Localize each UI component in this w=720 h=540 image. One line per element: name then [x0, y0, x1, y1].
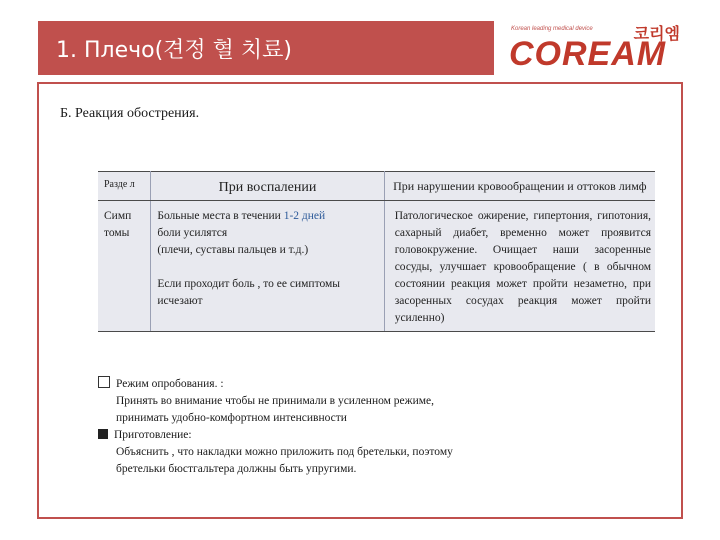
logo-wordmark: COREAM — [509, 35, 667, 73]
note-1-line-1: Принять во внимание чтобы не принимали в усиленном режиме, — [116, 395, 434, 407]
table-header-row — [98, 172, 655, 201]
inflammation-paragraph-2: Если проходит боль , то ее симптомы исчезают — [157, 278, 340, 307]
slide-title: 1. Плечо(견정 혈 치료) — [56, 38, 292, 63]
inflammation-line-1 — [157, 208, 379, 225]
notes-block — [98, 376, 453, 478]
header-inflammation: При воспалении — [151, 172, 384, 201]
inflammation-line-3: (плечи, суставы пальцев и т.д.) — [157, 244, 309, 256]
header-section: Разде л — [98, 172, 151, 201]
inflammation-text: Больные места в течении — [157, 210, 284, 222]
symptoms-table — [98, 171, 655, 332]
cell-inflammation — [151, 201, 384, 332]
note-1-line-2: принимать удобно-комфортном интенсивности — [116, 412, 347, 424]
filled-square-bullet-icon — [98, 429, 108, 439]
note-1-title-line — [98, 376, 453, 393]
note-1-title: Режим опробования. : — [116, 378, 224, 390]
table-row — [98, 201, 655, 332]
note-2-line-1: Объяснить , что накладки можно приложить под бретельки, поэтому — [116, 446, 453, 458]
title-bar — [38, 21, 494, 75]
section-heading: Б. Реакция обострения. — [60, 106, 200, 121]
cell-circulation: Патологическое ожирение, гипертония, гипотония, сахарный диабет, временно может проявится головокружение. Очищает наши засоренные сосуды, улучшает кровообращение ( в обычном состоянии реакция может пройти незаметно, при засоренных сосудах реакция может пройти усиленно) — [384, 201, 655, 332]
logo-korean-text: 코리엠 — [633, 24, 680, 43]
duration-highlight: 1-2 дней — [283, 210, 326, 222]
logo-tagline: Korean leading medical device — [511, 26, 593, 32]
inflammation-line-2: боли усилятся — [157, 227, 228, 239]
note-2-line-2: бретельки бюстгальтера должны быть упругими. — [116, 463, 357, 475]
empty-checkbox-icon — [98, 376, 110, 388]
header-circulation: При нарушении кровообращении и оттоков лимф — [384, 172, 655, 201]
note-2-title: Приготовление: — [114, 429, 192, 441]
coream-logo — [503, 21, 686, 75]
note-2-title-line — [98, 427, 453, 444]
row-label-symptoms: Симп томы — [98, 201, 151, 332]
